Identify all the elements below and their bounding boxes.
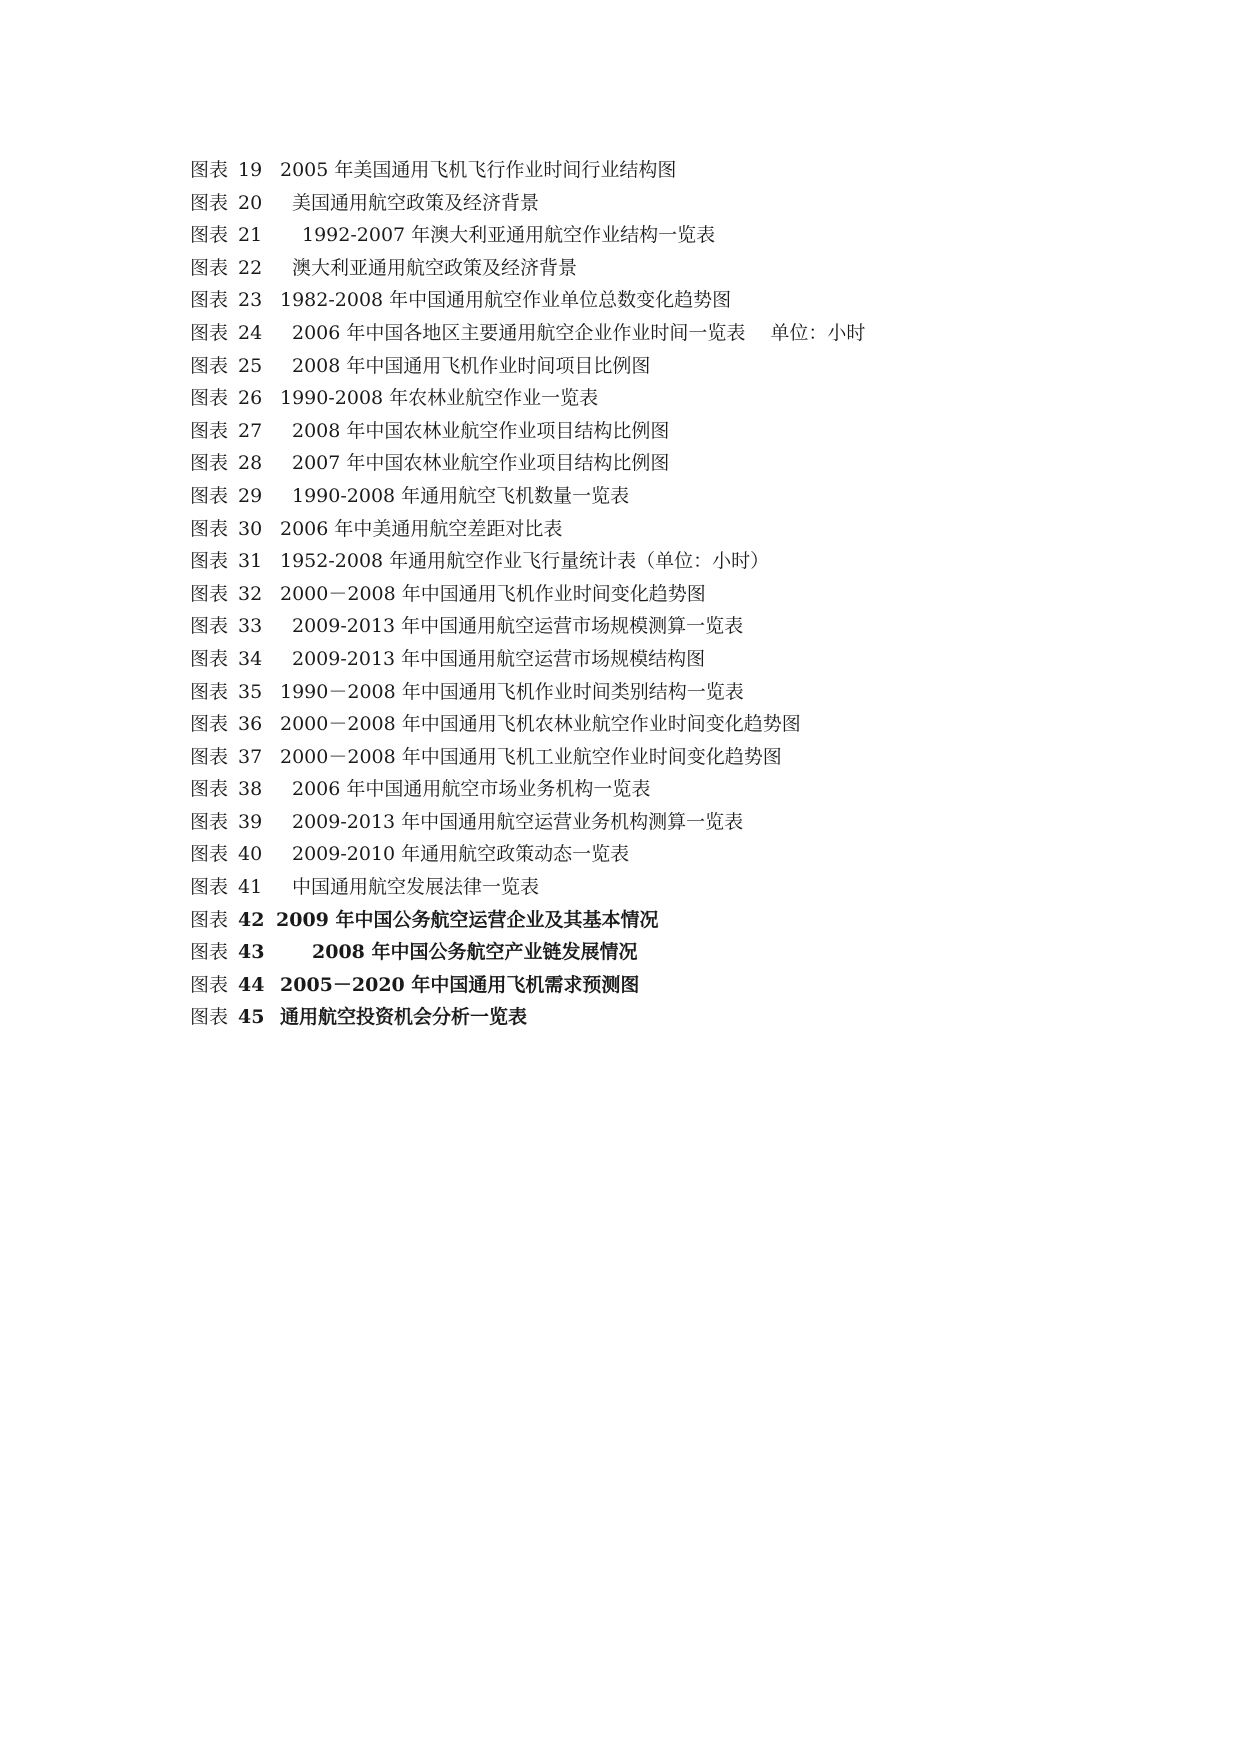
figure-label: 图表 — [190, 908, 229, 931]
figure-label: 图表 — [190, 745, 229, 768]
figure-title: 澳大利亚通用航空政策及经济背景 — [292, 256, 578, 279]
figure-label: 图表 — [190, 517, 229, 540]
figure-label: 图表 — [190, 289, 229, 312]
figure-number: 43 — [238, 941, 265, 964]
figure-title: 2005 年美国通用飞机飞行作业时间行业结构图 — [280, 159, 677, 181]
figure-title: 1952-2008 年通用航空作业飞行量统计表（单位：小时） — [280, 550, 770, 573]
figure-number: 38 — [238, 778, 263, 801]
figure-title: 美国通用航空政策及经济背景 — [292, 191, 540, 214]
figure-number: 40 — [238, 843, 263, 866]
figure-title: 1982-2008 年中国通用航空作业单位总数变化趋势图 — [280, 289, 732, 312]
figure-number: 30 — [238, 517, 263, 540]
figure-number: 36 — [238, 713, 263, 736]
figure-label: 图表 — [190, 647, 229, 670]
figure-number: 21 — [238, 224, 263, 247]
figure-label: 图表 — [190, 843, 229, 866]
figure-title: 2000－2008 年中国通用飞机工业航空作业时间变化趋势图 — [280, 745, 782, 768]
figure-list-item — [190, 806, 744, 839]
figure-list-item — [190, 382, 599, 415]
figure-label: 图表 — [190, 159, 229, 181]
figure-title: 2006 年中国各地区主要通用航空企业作业时间一览表 单位：小时 — [292, 321, 866, 344]
figure-list-item — [190, 936, 638, 969]
figure-list-item — [190, 480, 630, 513]
figure-number: 27 — [238, 419, 263, 442]
figure-title: 中国通用航空发展法律一览表 — [292, 876, 540, 899]
figure-label: 图表 — [190, 810, 229, 833]
figure-label: 图表 — [190, 387, 229, 410]
figure-number: 42 — [238, 908, 265, 931]
figure-number: 26 — [238, 387, 263, 410]
figure-title: 2000－2008 年中国通用飞机作业时间变化趋势图 — [280, 582, 706, 605]
figure-list-item — [190, 284, 732, 317]
figure-number: 39 — [238, 810, 263, 833]
figure-number: 31 — [238, 550, 263, 573]
figure-list-item — [190, 610, 744, 643]
figure-label: 图表 — [190, 876, 229, 899]
figure-list-item — [190, 415, 670, 448]
figure-label: 图表 — [190, 941, 229, 964]
figure-title: 通用航空投资机会分析一览表 — [280, 1006, 528, 1029]
figure-title: 2007 年中国农林业航空作业项目结构比例图 — [292, 452, 670, 475]
figure-label: 图表 — [190, 680, 229, 703]
figure-number: 45 — [238, 1006, 265, 1029]
figure-number: 28 — [238, 452, 263, 475]
figure-title: 2005－2020 年中国通用飞机需求预测图 — [280, 973, 640, 996]
figure-title: 1990－2008 年中国通用飞机作业时间类别结构一览表 — [280, 680, 744, 703]
figure-label: 图表 — [190, 973, 229, 996]
figure-number: 29 — [238, 484, 263, 507]
figure-label: 图表 — [190, 582, 229, 605]
figure-label: 图表 — [190, 191, 229, 214]
figure-list-item — [190, 219, 716, 252]
figure-title: 1990-2008 年农林业航空作业一览表 — [280, 387, 599, 410]
figure-list-item — [190, 1001, 528, 1034]
figure-label: 图表 — [190, 354, 229, 377]
figure-number: 20 — [238, 191, 263, 214]
figure-title: 1990-2008 年通用航空飞机数量一览表 — [292, 484, 630, 507]
figure-title: 2006 年中国通用航空市场业务机构一览表 — [292, 778, 651, 801]
figure-title: 1992-2007 年澳大利亚通用航空作业结构一览表 — [302, 224, 716, 247]
figure-label: 图表 — [190, 321, 229, 344]
figure-label: 图表 — [190, 484, 229, 507]
figure-label: 图表 — [190, 550, 229, 573]
figure-list-item — [190, 317, 866, 350]
figure-list-item — [190, 676, 744, 709]
figure-label: 图表 — [190, 713, 229, 736]
figure-list-item — [190, 643, 706, 676]
figure-list-item — [190, 545, 770, 578]
figure-list-item — [190, 350, 651, 383]
figure-title: 2009 年中国公务航空运营企业及其基本情况 — [276, 908, 659, 931]
figure-number: 44 — [238, 973, 265, 996]
figure-number: 24 — [238, 321, 263, 344]
figure-title: 2009-2010 年通用航空政策动态一览表 — [292, 843, 630, 866]
figure-number: 41 — [238, 876, 263, 899]
figure-number: 23 — [238, 289, 263, 312]
figure-title: 2009-2013 年中国通用航空运营市场规模测算一览表 — [292, 615, 744, 638]
figure-title: 2000－2008 年中国通用飞机农林业航空作业时间变化趋势图 — [280, 713, 801, 736]
figure-number: 33 — [238, 615, 263, 638]
figure-list-item — [190, 708, 801, 741]
figure-list-item — [190, 741, 782, 774]
figure-list-item — [190, 773, 651, 806]
figure-list-item — [190, 187, 540, 220]
figure-list-item — [190, 838, 630, 871]
figure-number: 35 — [238, 680, 263, 703]
figure-list-item — [190, 871, 540, 904]
figure-list-item — [190, 252, 578, 285]
figure-title: 2008 年中国公务航空产业链发展情况 — [312, 941, 638, 964]
figure-list-item — [190, 969, 640, 1002]
figure-list-item — [190, 578, 706, 611]
figure-number: 32 — [238, 582, 263, 605]
figure-label: 图表 — [190, 419, 229, 442]
figure-list-item — [190, 447, 670, 480]
figure-label: 图表 — [190, 1006, 229, 1029]
figure-number: 34 — [238, 647, 263, 670]
figure-list-item — [190, 154, 677, 187]
figure-number: 37 — [238, 745, 263, 768]
figure-label: 图表 — [190, 778, 229, 801]
figure-number: 19 — [238, 159, 263, 181]
figure-title: 2009-2013 年中国通用航空运营业务机构测算一览表 — [292, 810, 744, 833]
figure-list-item — [190, 513, 563, 546]
figure-list-item — [190, 904, 659, 937]
figure-title: 2008 年中国通用飞机作业时间项目比例图 — [292, 354, 651, 377]
figure-title: 2006 年中美通用航空差距对比表 — [280, 517, 563, 540]
figure-number: 22 — [238, 256, 263, 279]
figure-number: 25 — [238, 354, 263, 377]
figure-title: 2008 年中国农林业航空作业项目结构比例图 — [292, 419, 670, 442]
figure-label: 图表 — [190, 452, 229, 475]
figure-label: 图表 — [190, 615, 229, 638]
figure-title: 2009-2013 年中国通用航空运营市场规模结构图 — [292, 647, 706, 670]
figure-label: 图表 — [190, 256, 229, 279]
figure-label: 图表 — [190, 224, 229, 247]
figure-list — [190, 154, 866, 1034]
